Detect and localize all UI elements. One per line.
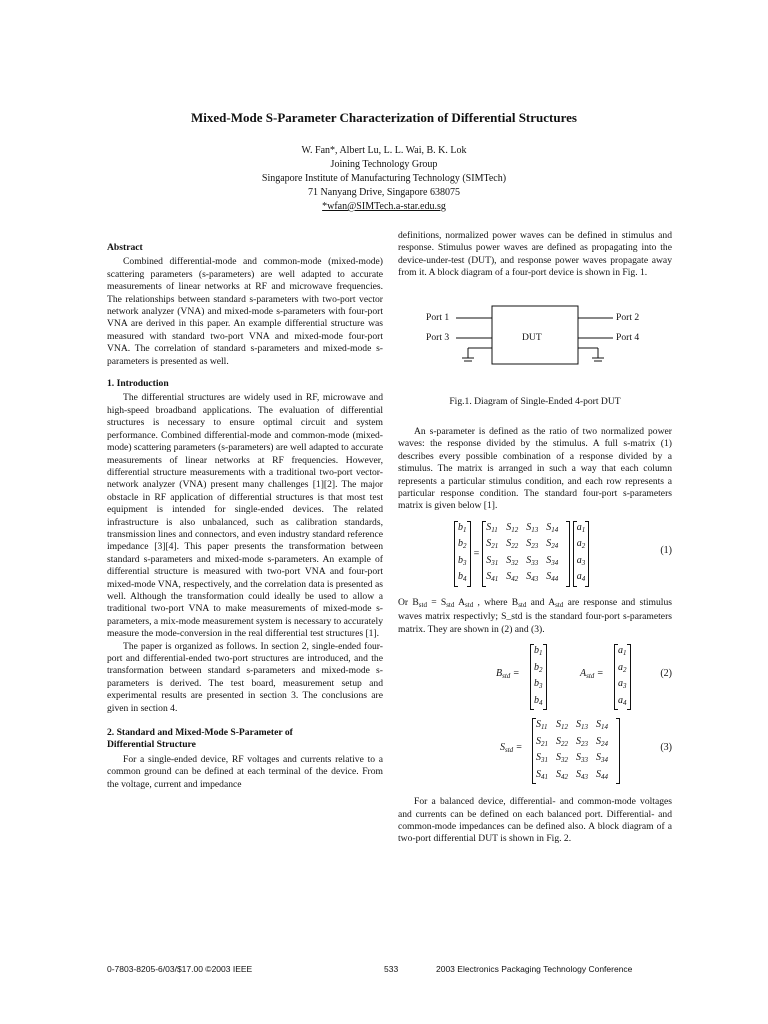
equation-2: $B_{std}$ = $b_1$ $b_2$ $b_3$ $b_4$ $A_{std}$ = $a_1$ $a_2$ $a_3$ $a_4$ (2) [398,642,672,712]
p3-prefix: Or B [398,596,419,608]
footer-page-number: 533 [384,964,399,974]
section2-paragraph-1: For a single-ended device, RF voltages and currents relative to a common ground can be defined at each terminal of the device. From the voltage, current and impedance [107,753,383,790]
intro-paragraph-2: The paper is organized as follows. In section 2, single-ended four-port and differential-ended two-port structures are introduced, and the transformation between standard s-parameters and mixed-mode s-parameters is derived. The test board, measurement setup and experimental results are presented in section 3. The conclusions are given in section 4. [107,640,383,714]
left-column [107,236,383,791]
port-3-label: Port 3 [426,331,450,343]
right-paragraph-1: definitions, normalized power waves can be defined in stimulus and response. Stimulus power waves are defined as propagating into the device-under-test (DUT), and response power waves propagate away from it. A block diagram of a four-port device is shown in Fig. 1. [398,230,672,279]
figure-1-caption: Fig.1. Diagram of Single-Ended 4-port DUT [449,395,621,407]
abstract-text: Combined differential-mode and common-mode (mixed-mode) scattering parameters (s-parameters) are well adapted to accurate measurements of linear networks at RF and microwave frequencies. The relationships between standard s-parameters with two-port vector network analyzer (VNA) and mixed-mode s-parameters with four-port VNA are derived in this paper. An example differential structure was measured with standard two-port VNA and mixed-mode four-port VNA. The correlation of standard s-parameters and mixed-mode s-parameters is presented as well. [107,256,383,367]
right-paragraph-2: An s-parameter is defined as the ratio of two normalized power waves: the response divided by the stimulus. A full s-matrix (1) describes every possible combination of a response divided by a stimulus. The matrix is arranged in such a way that each column represents a particular stimulus condition, and each row represents a particular response condition. The standard four-port s-parameters matrix is given below [1]. [398,426,672,512]
author-block [0,144,768,214]
section2-heading-1: 2. Standard and Mixed-Mode S-Parameter of [107,727,293,739]
intro-paragraph-1: The differential structures are widely used in RF, microwave and high-speed broadband applications. The evaluation of differential structures is necessary to ensure optimal circuit and system performance. Combined differential-mode and common-mode (mixed-mode) scattering parameters (s-parameters) are well adapted to accurate measurements of linear networks at RF frequencies. However, differential structure measurements with a traditional two-port vector-network analyzer (VNA) present many challenges [1][2]. The major obstacle in RF application of differential structures is that most test equipment is intended for single-ended devices. The related infrastructure is also unbalanced, such as calibration standards, transmission lines and connectors, and even industry standard reference impedance [3][4]. This paper presents the transformation between standard s-parameters and mixed-mode s-parameters. An example of differential structure is measured with two-port VNA and four-port mixed-mode VNA, respectively, and the correlation data is presented as well. Although the transformation could ideally be used to allow a traditional two-port VNA to make measurements of mixed-mode s-parameters, a mix-mode measurement system is necessary to accurately measure the mode-conversion in the real differential test structures [1]. [107,392,383,640]
p3-text: are response and stimulus waves matrix respectivly; S_std is the standard four-port s-parameters matrix. They are shown in (2) and (3). [398,596,672,635]
author-institute: Singapore Institute of Manufacturing Technology (SIMTech) [261,173,507,184]
port-4-label: Port 4 [616,331,640,343]
figure-1 [398,304,672,386]
right-paragraph-4: For a balanced device, differential- and common-mode voltages and currents can be defined on each balanced port. Differential- and common-mode impedances can be defined also. A block diagram of a two-port differential DUT is shown in Fig. 2. [398,796,672,845]
author-group: Joining Technology Group [330,159,438,170]
author-address: 71 Nanyang Drive, Singapore 638075 [308,187,460,198]
right-column [398,230,672,846]
dut-label: DUT [522,331,542,343]
section2-heading-2: Differential Structure [107,739,196,751]
author-names: W. Fan*, Albert Lu, L. L. Wai, B. K. Lok [301,145,467,156]
right-paragraph-3: Or $B_{std} = S_{std}$ $A_{std}$ , where $B_{std}$ and $A_{std}$ are response and stimulus waves matrix respectivly; S_std is the standard four-port s-parameters matrix. They are shown in (2) and (3). [398,596,672,635]
equation-3-number: (3) [660,742,672,754]
abstract-heading: Abstract [107,242,143,253]
port-1-label: Port 1 [426,311,450,323]
port-2-label: Port 2 [616,311,640,323]
equation-1: $b_1$ $b_2$ $b_3$ $b_4$ = $S_{11}$ $S_{12}$ $S_{13}$ $S_{14}$ $S_{21}$ $S_{22}$ $S_{23}$ $S_{24}$ $S_{31}$ $S_{32}$ $S_{33}$ $S_{34}$ $S_{41}$ $S_{42}$ $S_{43}$ $S_{44}$ $a_1$ $a_2$ $a_3$ $a_4$ (1) [398,519,672,589]
paper-title: Mixed-Mode S-Parameter Characterization of Differential Structures [191,110,577,125]
equation-1-number: (1) [660,544,672,556]
equation-2-number: (2) [660,668,672,680]
footer-isbn: 0-7803-8205-6/03/$17.00 ©2003 IEEE [107,964,253,974]
author-email-link[interactable]: *wfan@SIMTech.a-star.edu.sg [322,201,446,212]
intro-heading: 1. Introduction [107,378,169,390]
equation-3: $S_{std}$ = $S_{11}$ $S_{12}$ $S_{13}$ $S_{14}$ $S_{21}$ $S_{22}$ $S_{23}$ $S_{24}$ $S_{31}$ $S_{32}$ $S_{33}$ $S_{34}$ $S_{41}$ $S_{42}$ $S_{43}$ $S_{44}$ (3) [398,716,672,786]
footer-conference: 2003 Electronics Packaging Technology Conference [436,964,633,974]
